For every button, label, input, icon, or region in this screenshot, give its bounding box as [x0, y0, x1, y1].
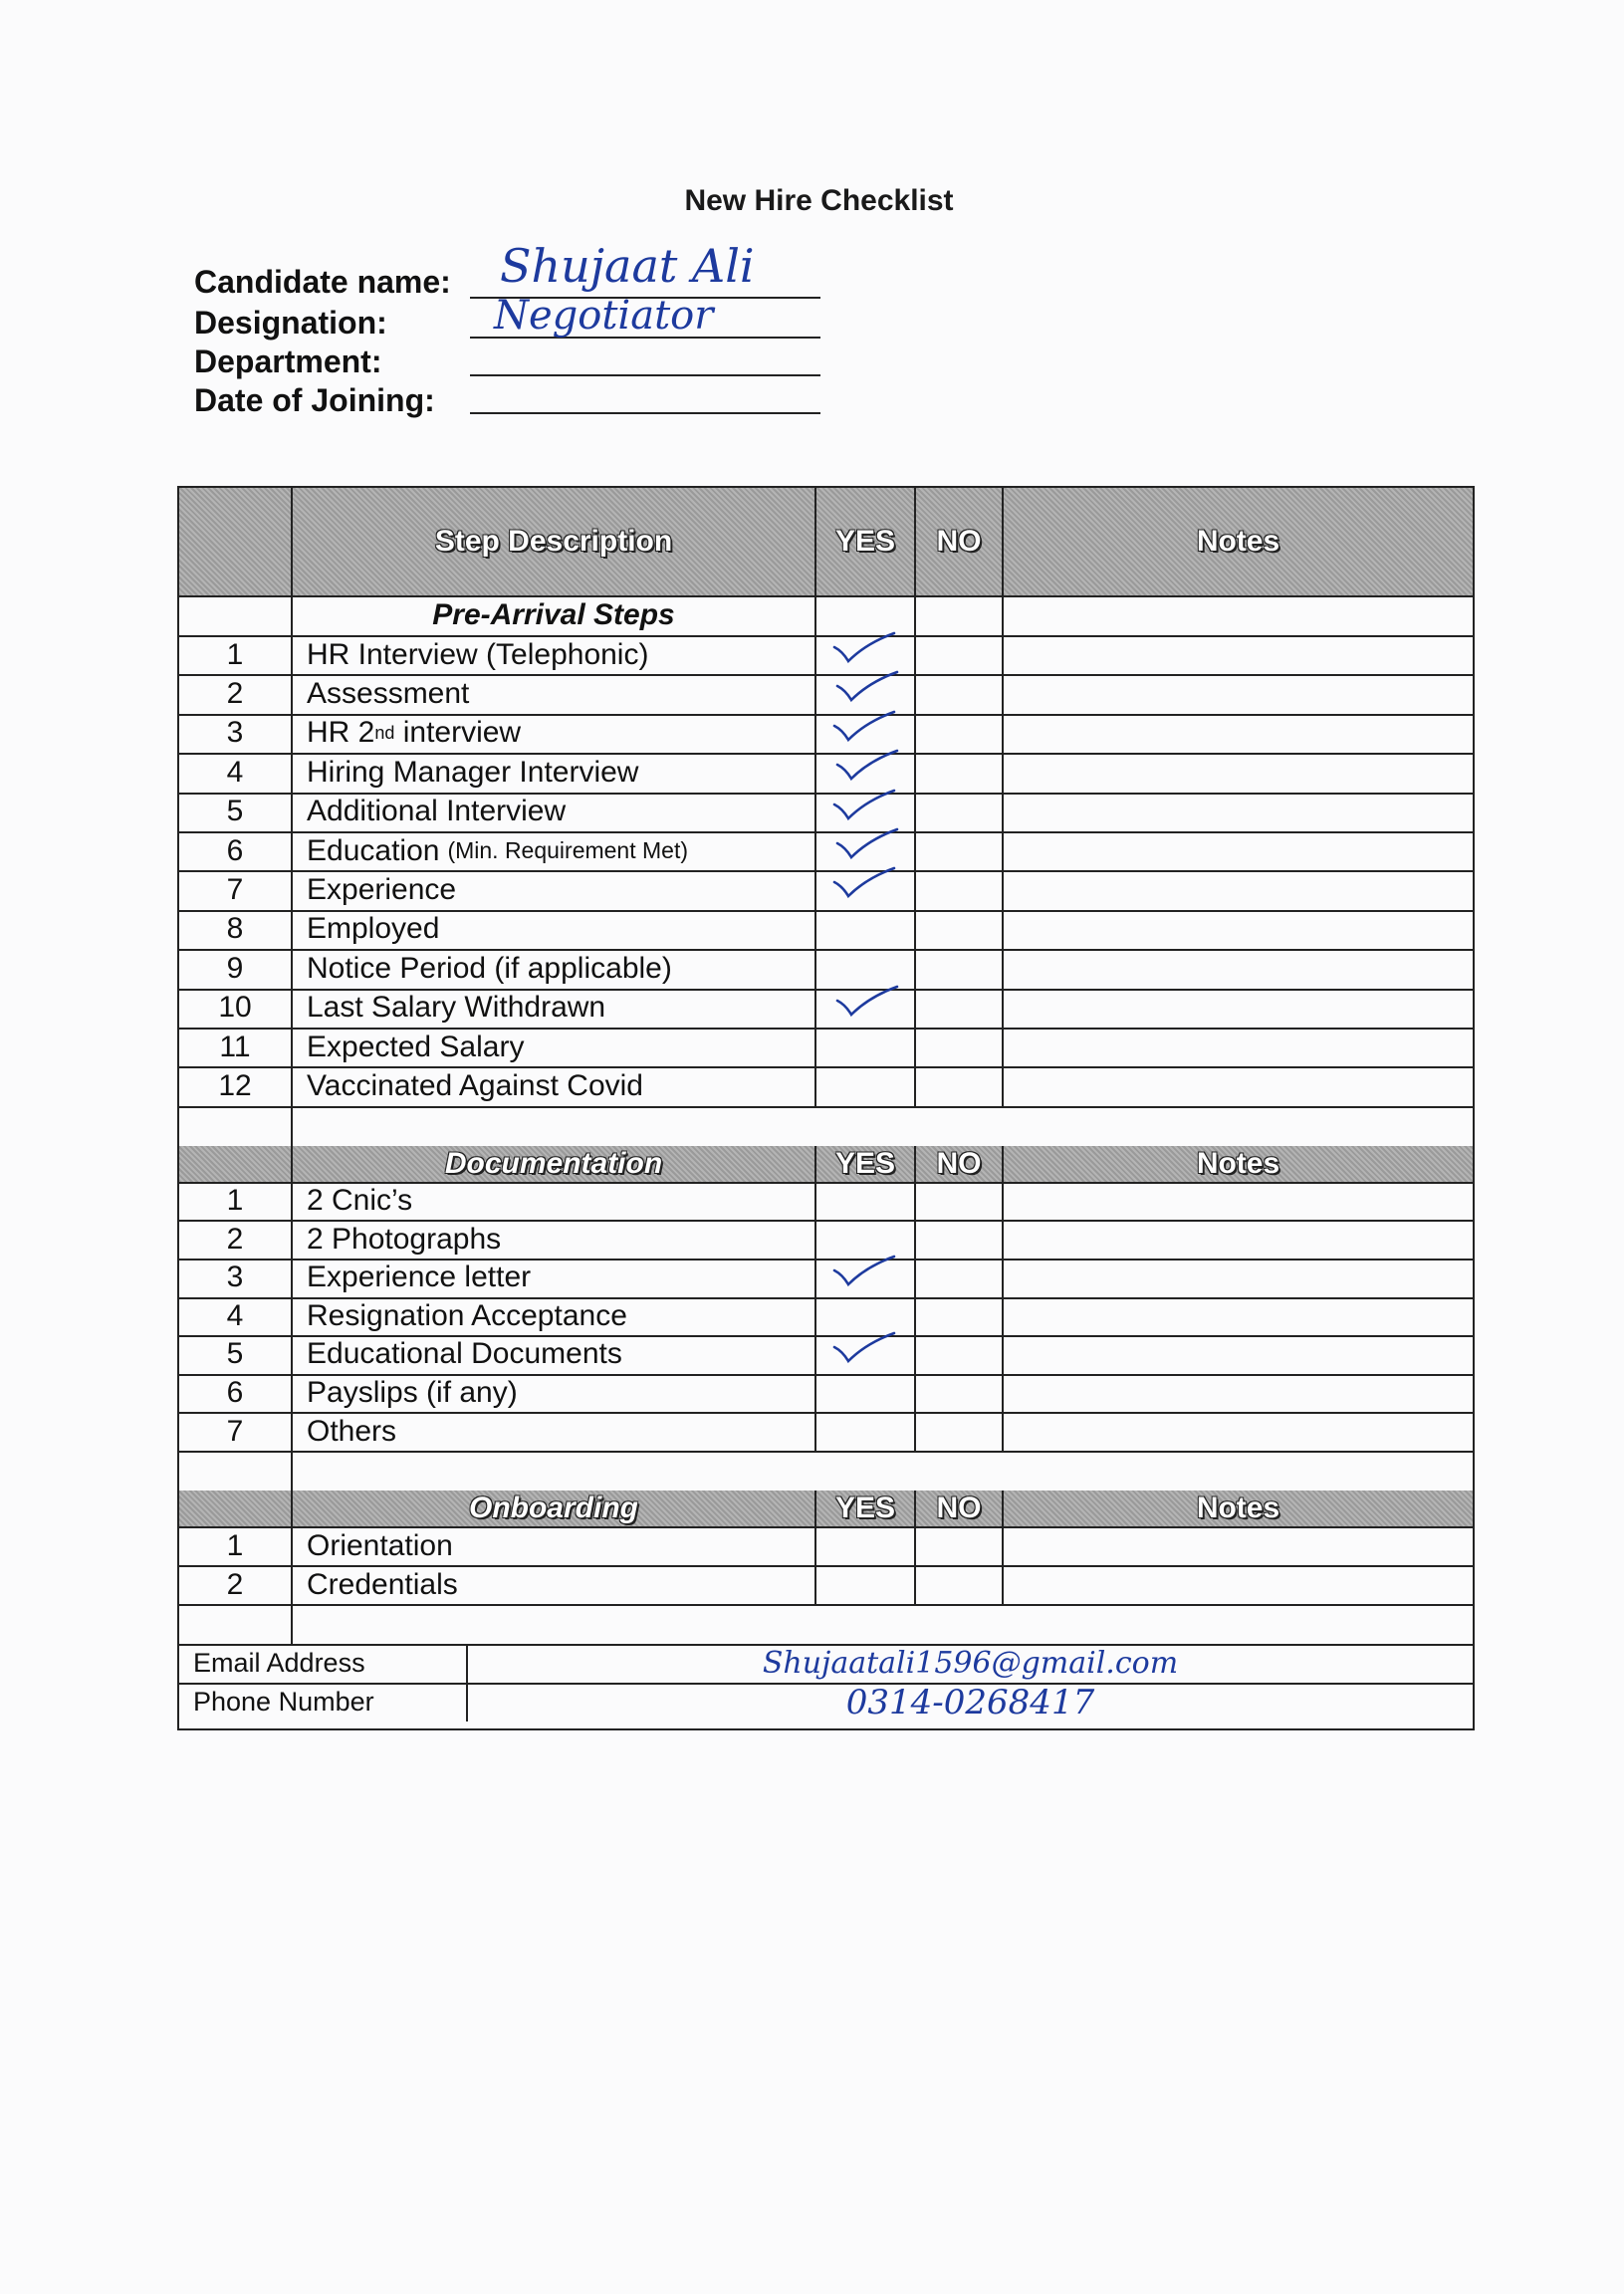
yes-checkbox-cell[interactable]: [816, 1182, 916, 1221]
header-num-cell: [179, 1491, 293, 1526]
contact-row: [179, 1644, 1473, 1685]
yes-checkbox-cell[interactable]: [816, 1066, 916, 1105]
row-description: [293, 1066, 816, 1105]
notes-cell[interactable]: [1004, 1297, 1473, 1336]
spacer-row: [179, 1451, 1473, 1492]
no-checkbox-cell[interactable]: [916, 1297, 1004, 1336]
row-number: 10: [179, 989, 293, 1028]
desc-main: HR 2: [307, 716, 375, 750]
row-description: [293, 1565, 816, 1604]
notes-cell[interactable]: [1004, 1028, 1473, 1066]
row-description: [293, 1220, 816, 1259]
checklist-row: [179, 1066, 1473, 1107]
no-checkbox-cell[interactable]: [916, 870, 1004, 909]
checklist-row: [179, 1565, 1473, 1606]
yes-checkbox-cell[interactable]: [816, 870, 916, 909]
desc-text: Hiring Manager Interview: [307, 755, 639, 789]
checklist-row: [179, 793, 1473, 833]
yes-checkbox-cell[interactable]: [816, 714, 916, 753]
spacer-num: [179, 1604, 293, 1644]
yes-checkbox-cell[interactable]: [816, 1259, 916, 1297]
desc-superscript: nd: [374, 722, 395, 743]
desc-text: Notice Period (if applicable): [307, 951, 672, 985]
checklist-row: [179, 949, 1473, 990]
notes-cell[interactable]: [1004, 1565, 1473, 1604]
yes-header-cell: [816, 1146, 916, 1182]
header-desc-cell: [293, 488, 816, 595]
title-yes-cell: [816, 595, 916, 635]
desc-text: Credentials: [307, 1567, 458, 1601]
row-number: 11: [179, 1028, 293, 1066]
notes-cell[interactable]: [1004, 1412, 1473, 1451]
notes-cell[interactable]: [1004, 1066, 1473, 1105]
candidate-name-value[interactable]: Shujaat Ali: [500, 239, 755, 293]
no-checkbox-cell[interactable]: [916, 674, 1004, 713]
row-number: 5: [179, 1335, 293, 1374]
spacer-num: [179, 1451, 293, 1491]
row-number: 9: [179, 949, 293, 988]
yes-checkbox-cell[interactable]: [816, 1335, 916, 1374]
section-header-row: [179, 1146, 1473, 1184]
notes-cell[interactable]: [1004, 753, 1473, 792]
desc-text: Educational Documents: [307, 1337, 622, 1371]
row-number: 5: [179, 793, 293, 831]
checklist-table: [177, 486, 1475, 1730]
row-description: [293, 910, 816, 949]
row-number: 2: [179, 1565, 293, 1604]
section-title-row: [179, 595, 1473, 637]
check-mark-icon: [833, 749, 903, 785]
yes-checkbox-cell[interactable]: [816, 1220, 916, 1259]
desc-text: Additional Interview: [307, 795, 567, 828]
step-description-header: Step Description: [434, 525, 673, 558]
email-value[interactable]: [468, 1644, 1473, 1683]
checklist-row: [179, 870, 1473, 911]
notes-cell[interactable]: [1004, 831, 1473, 870]
yes-checkbox-cell[interactable]: [816, 989, 916, 1028]
checklist-row: [179, 831, 1473, 872]
yes-checkbox-cell[interactable]: [816, 1565, 916, 1604]
yes-checkbox-cell[interactable]: [816, 753, 916, 792]
title-num-cell: [179, 595, 293, 635]
desc-text: Education: [307, 833, 440, 867]
spacer-fill: [293, 1106, 1473, 1146]
phone-value[interactable]: [468, 1683, 1473, 1721]
spacer-fill: [293, 1604, 1473, 1644]
section-header-row: [179, 488, 1473, 597]
yes-header-cell: [816, 488, 916, 595]
section-title: Documentation: [444, 1146, 663, 1180]
row-number: 2: [179, 674, 293, 713]
desc-text: Experience letter: [307, 1261, 532, 1294]
contact-row: [179, 1683, 1473, 1721]
row-description: [293, 1374, 816, 1413]
no-checkbox-cell[interactable]: [916, 635, 1004, 674]
checklist-row: [179, 1526, 1473, 1567]
yes-checkbox-cell[interactable]: [816, 635, 916, 674]
notes-cell[interactable]: [1004, 714, 1473, 753]
row-number: 3: [179, 1259, 293, 1297]
row-number: 7: [179, 1412, 293, 1451]
yes-checkbox-cell[interactable]: [816, 1028, 916, 1066]
department-label: Department:: [194, 344, 382, 379]
yes-header: YES: [834, 1491, 896, 1524]
notes-cell[interactable]: [1004, 910, 1473, 949]
row-description: [293, 989, 816, 1028]
row-description: [293, 831, 816, 870]
row-number: 1: [179, 1182, 293, 1221]
row-number: 2: [179, 1220, 293, 1259]
no-checkbox-cell[interactable]: [916, 793, 1004, 831]
yes-header: YES: [834, 1146, 896, 1180]
notes-header: Notes: [1196, 525, 1280, 558]
row-number: 1: [179, 1526, 293, 1565]
notes-header-cell: [1004, 1491, 1473, 1526]
checklist-row: [179, 1412, 1473, 1453]
row-description: [293, 1335, 816, 1374]
notes-header: Notes: [1196, 1146, 1280, 1180]
email-handwritten: Shujaatali1596@gmail.com: [762, 1646, 1179, 1681]
yes-checkbox-cell[interactable]: [816, 949, 916, 988]
no-checkbox-cell[interactable]: [916, 1374, 1004, 1413]
section-title: Onboarding: [469, 1491, 638, 1524]
no-checkbox-cell[interactable]: [916, 1259, 1004, 1297]
title-notes-cell: [1004, 595, 1473, 635]
notes-header-cell: [1004, 1146, 1473, 1182]
checklist-row: [179, 1335, 1473, 1376]
desc-text: Employed: [307, 912, 440, 946]
header-num-cell: [179, 488, 293, 595]
yes-checkbox-cell[interactable]: [816, 674, 916, 713]
spacer-row: [179, 1604, 1473, 1646]
row-description: [293, 1259, 816, 1297]
desc-note: (Min. Requirement Met): [447, 837, 689, 864]
phone-handwritten: 0314-0268417: [845, 1682, 1095, 1722]
notes-header: Notes: [1196, 1491, 1280, 1524]
desc-text: Experience: [307, 873, 457, 907]
checklist-row: [179, 1297, 1473, 1338]
notes-cell[interactable]: [1004, 870, 1473, 909]
notes-cell[interactable]: [1004, 1526, 1473, 1565]
no-checkbox-cell[interactable]: [916, 1220, 1004, 1259]
desc-text: Payslips (if any): [307, 1376, 518, 1410]
row-description: [293, 949, 816, 988]
desc-text: HR Interview (Telephonic): [307, 637, 649, 671]
spacer-num: [179, 1106, 293, 1146]
checklist-row: [179, 910, 1473, 951]
notes-cell[interactable]: [1004, 989, 1473, 1028]
yes-header-cell: [816, 1491, 916, 1526]
checklist-row: [179, 1220, 1473, 1261]
no-header-cell: [916, 1491, 1004, 1526]
row-number: 6: [179, 831, 293, 870]
desc-text: 2 Cnic’s: [307, 1184, 413, 1218]
checklist-row: [179, 1028, 1473, 1068]
no-checkbox-cell[interactable]: [916, 1565, 1004, 1604]
notes-cell[interactable]: [1004, 635, 1473, 674]
row-description: [293, 1526, 816, 1565]
no-header: NO: [936, 1491, 982, 1524]
notes-cell[interactable]: [1004, 1335, 1473, 1374]
row-description: [293, 714, 816, 753]
notes-cell[interactable]: [1004, 1374, 1473, 1413]
no-checkbox-cell[interactable]: [916, 1028, 1004, 1066]
row-description: [293, 635, 816, 674]
yes-checkbox-cell[interactable]: [816, 831, 916, 870]
row-description: [293, 1028, 816, 1066]
spacer-fill: [293, 1451, 1473, 1491]
notes-cell[interactable]: [1004, 949, 1473, 988]
no-checkbox-cell[interactable]: [916, 1526, 1004, 1565]
checklist-row: [179, 714, 1473, 755]
check-mark-icon: [830, 789, 900, 824]
checklist-row: [179, 635, 1473, 676]
check-mark-icon: [830, 1331, 900, 1367]
row-description: [293, 674, 816, 713]
no-header: NO: [936, 525, 982, 558]
yes-checkbox-cell[interactable]: [816, 1526, 916, 1565]
checklist-row: [179, 1259, 1473, 1299]
no-checkbox-cell[interactable]: [916, 910, 1004, 949]
row-number: 4: [179, 753, 293, 792]
check-mark-icon: [830, 1255, 900, 1290]
row-number: 7: [179, 870, 293, 909]
candidate-name-label: Candidate name:: [194, 264, 451, 300]
notes-header-cell: [1004, 488, 1473, 595]
row-number: 8: [179, 910, 293, 949]
yes-checkbox-cell[interactable]: [816, 910, 916, 949]
notes-cell[interactable]: [1004, 793, 1473, 831]
row-number: 6: [179, 1374, 293, 1413]
yes-checkbox-cell[interactable]: [816, 1374, 916, 1413]
notes-cell[interactable]: [1004, 1182, 1473, 1221]
designation-value[interactable]: Negotiator: [494, 293, 714, 339]
desc-text: Vaccinated Against Covid: [307, 1069, 643, 1103]
yes-header: YES: [834, 525, 896, 558]
no-checkbox-cell[interactable]: [916, 1335, 1004, 1374]
desc-text: Assessment: [307, 677, 470, 711]
check-mark-icon: [830, 866, 900, 902]
no-checkbox-cell[interactable]: [916, 714, 1004, 753]
row-number: 4: [179, 1297, 293, 1336]
yes-checkbox-cell[interactable]: [816, 793, 916, 831]
no-checkbox-cell[interactable]: [916, 989, 1004, 1028]
checklist-row: [179, 1182, 1473, 1223]
notes-cell[interactable]: [1004, 1259, 1473, 1297]
date-of-joining-label: Date of Joining:: [194, 382, 435, 418]
header-num-cell: [179, 1146, 293, 1182]
row-description: [293, 753, 816, 792]
row-number: 3: [179, 714, 293, 753]
email-label: Email Address: [179, 1644, 468, 1683]
row-description: [293, 870, 816, 909]
no-checkbox-cell[interactable]: [916, 753, 1004, 792]
header-desc-cell: [293, 1491, 816, 1526]
check-mark-icon: [833, 670, 903, 706]
row-description: [293, 1297, 816, 1336]
check-mark-icon: [833, 827, 903, 863]
designation-label: Designation:: [194, 305, 387, 341]
row-description: [293, 1182, 816, 1221]
desc-text: Expected Salary: [307, 1030, 525, 1063]
yes-checkbox-cell[interactable]: [816, 1412, 916, 1451]
check-mark-icon: [830, 631, 900, 667]
checklist-row: [179, 989, 1473, 1030]
no-checkbox-cell[interactable]: [916, 831, 1004, 870]
no-header: NO: [936, 1146, 982, 1180]
yes-checkbox-cell[interactable]: [816, 1297, 916, 1336]
no-checkbox-cell[interactable]: [916, 1066, 1004, 1105]
desc-text: Resignation Acceptance: [307, 1298, 627, 1332]
page-title: New Hire Checklist: [684, 184, 954, 217]
no-checkbox-cell[interactable]: [916, 1182, 1004, 1221]
no-checkbox-cell[interactable]: [916, 1412, 1004, 1451]
desc-text: Last Salary Withdrawn: [307, 991, 606, 1025]
desc-text: 2 Photographs: [307, 1222, 502, 1256]
check-mark-icon: [833, 985, 903, 1021]
checklist-row: [179, 753, 1473, 794]
no-header-cell: [916, 488, 1004, 595]
header-desc-cell: [293, 1146, 816, 1182]
title-no-cell: [916, 595, 1004, 635]
no-header-cell: [916, 1146, 1004, 1182]
desc-rest: interview: [394, 716, 522, 750]
checklist-row: [179, 1374, 1473, 1415]
checklist-row: [179, 674, 1473, 715]
row-description: [293, 1412, 816, 1451]
notes-cell[interactable]: [1004, 674, 1473, 713]
check-mark-icon: [830, 710, 900, 746]
row-description: [293, 793, 816, 831]
row-number: 1: [179, 635, 293, 674]
desc-text: Orientation: [307, 1528, 453, 1562]
pre-arrival-title: Pre-Arrival Steps: [293, 595, 816, 635]
phone-label: Phone Number: [179, 1683, 468, 1721]
date-of-joining-line: [470, 412, 820, 414]
section-header-row: [179, 1491, 1473, 1528]
row-number: 12: [179, 1066, 293, 1105]
no-checkbox-cell[interactable]: [916, 949, 1004, 988]
department-line: [470, 374, 820, 376]
notes-cell[interactable]: [1004, 1220, 1473, 1259]
spacer-row: [179, 1106, 1473, 1148]
desc-text: Others: [307, 1414, 397, 1448]
